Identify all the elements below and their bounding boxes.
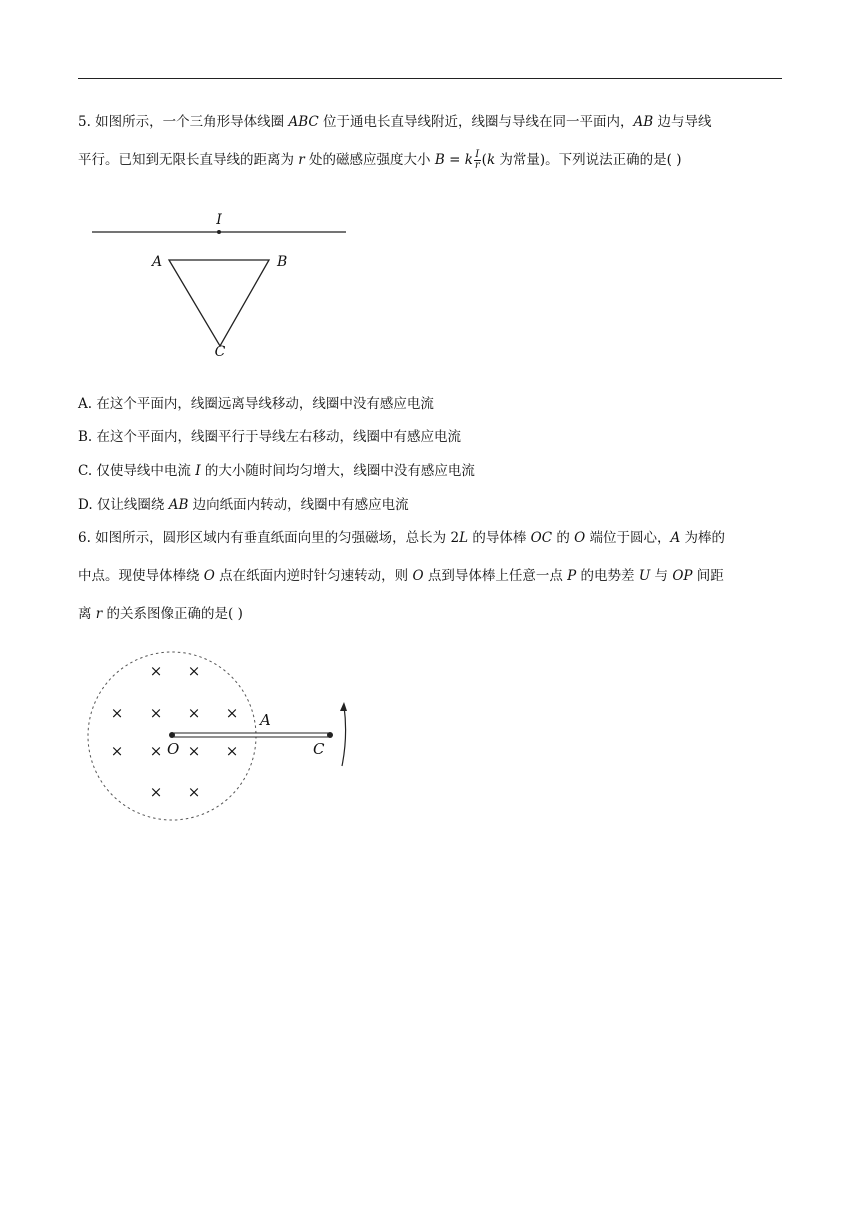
field-cross: × bbox=[225, 704, 239, 722]
field-cross: × bbox=[149, 783, 163, 801]
q5-text: 平行。已知到无限长直导线的距离为 bbox=[78, 152, 299, 168]
point-O bbox=[169, 732, 175, 738]
q5-text: 的大小随时间均匀增大，线圈中没有感应电流 bbox=[200, 463, 475, 479]
q5-text: ( bbox=[481, 152, 487, 168]
field-cross: × bbox=[110, 704, 124, 722]
q6-var-L: L bbox=[459, 530, 469, 546]
field-cross: × bbox=[187, 742, 201, 760]
label-I: I bbox=[216, 212, 222, 228]
q5-option-d bbox=[78, 495, 409, 515]
field-crosses bbox=[111, 662, 239, 801]
label-O: O bbox=[167, 740, 180, 758]
q5-var-ab: AB bbox=[168, 497, 189, 513]
q5-var-ab: AB bbox=[633, 114, 654, 130]
conductor-rod bbox=[172, 733, 330, 737]
q6-text: 点到导体棒上任意一点 bbox=[423, 568, 568, 584]
q5-fraction bbox=[474, 150, 481, 171]
q6-text: 离 bbox=[78, 606, 96, 622]
field-cross: × bbox=[149, 704, 163, 722]
q5-var-abc: ABC bbox=[288, 114, 319, 130]
q5-option-a: A. 在这个平面内，线圈远离导线移动，线圈中没有感应电流 bbox=[78, 396, 434, 412]
label-B: B bbox=[277, 254, 288, 270]
q6-text: 点在纸面内逆时针匀速转动，则 bbox=[214, 568, 413, 584]
q5-text: 5. 如图所示，一个三角形导体线圈 bbox=[78, 114, 289, 130]
wire-point bbox=[217, 230, 221, 234]
q6-text: 的电势差 bbox=[576, 568, 639, 584]
q6-text: 与 bbox=[650, 568, 673, 584]
field-cross: × bbox=[110, 742, 124, 760]
q6-var-r: r bbox=[95, 606, 103, 622]
field-cross: × bbox=[149, 662, 163, 680]
field-cross: × bbox=[187, 704, 201, 722]
label-A: A bbox=[260, 711, 271, 729]
q6-text: 的导体棒 bbox=[468, 530, 531, 546]
q6-line-1 bbox=[78, 528, 725, 548]
q6-text: 间距 bbox=[692, 568, 724, 584]
q5-text: 边向纸面内转动，线圈中有感应电流 bbox=[188, 497, 409, 513]
q5-var-k: k bbox=[486, 152, 496, 168]
q5-text: 边与导线 bbox=[653, 114, 712, 130]
q6-var-A: A bbox=[670, 530, 681, 546]
label-C: C bbox=[214, 344, 226, 360]
q6-text: 6. 如图所示，圆形区域内有垂直纸面向里的匀强磁场，总长为 2 bbox=[78, 530, 460, 546]
q5-figure bbox=[86, 206, 356, 366]
q5-option-c bbox=[78, 461, 475, 481]
field-cross: × bbox=[149, 742, 163, 760]
q6-text: 中点。现使导体棒绕 bbox=[78, 568, 204, 584]
q5-option-b: B. 在这个平面内，线圈平行于导线左右移动，线圈中有感应电流 bbox=[78, 429, 462, 445]
rotation-arrow-head bbox=[340, 702, 347, 711]
q6-var-P: P bbox=[567, 568, 577, 584]
point-C bbox=[327, 732, 333, 738]
q6-line-2 bbox=[78, 566, 724, 586]
q5-var-k: k bbox=[464, 152, 473, 168]
fraction-numerator: I bbox=[475, 149, 480, 160]
field-cross: × bbox=[225, 742, 239, 760]
q6-var-OP: OP bbox=[672, 568, 693, 584]
q6-text: 端位于圆心， bbox=[585, 530, 671, 546]
q5-text: D. 仅让线圈绕 bbox=[78, 497, 169, 513]
q6-var-U: U bbox=[638, 568, 651, 584]
q6-var-O: O bbox=[203, 568, 215, 584]
q5-text: 为常量)。下列说法正确的是( ) bbox=[495, 152, 682, 168]
q5-line-1 bbox=[78, 112, 711, 132]
label-C: C bbox=[313, 740, 325, 758]
q5-text: 位于通电长直导线附近，线圈与导线在同一平面内， bbox=[318, 114, 634, 130]
q6-var-O: O bbox=[574, 530, 586, 546]
q5-text: 处的磁感应强度大小 bbox=[304, 152, 435, 168]
field-cross: × bbox=[187, 662, 201, 680]
q5-eq-sign: = bbox=[444, 152, 465, 168]
q6-text: 为棒的 bbox=[680, 530, 726, 546]
q5-text: C. 仅使导线中电流 bbox=[78, 463, 196, 479]
q6-var-O: O bbox=[412, 568, 424, 584]
q6-text: 的 bbox=[552, 530, 575, 546]
q6-var-OC: OC bbox=[530, 530, 553, 546]
label-A: A bbox=[152, 254, 163, 270]
q6-text: 的关系图像正确的是( ) bbox=[102, 606, 243, 622]
q5-line-2 bbox=[78, 150, 682, 171]
field-cross: × bbox=[187, 783, 201, 801]
q5-var-r: r bbox=[298, 152, 305, 168]
q5-var-I: I bbox=[195, 463, 201, 479]
rotation-arrow bbox=[342, 706, 346, 766]
fraction-denominator: r bbox=[474, 160, 480, 171]
header-rule bbox=[78, 78, 782, 79]
q5-var-B: B bbox=[434, 152, 445, 168]
q6-line-3 bbox=[78, 604, 243, 624]
triangle-coil bbox=[169, 260, 269, 346]
q6-figure bbox=[86, 636, 366, 836]
